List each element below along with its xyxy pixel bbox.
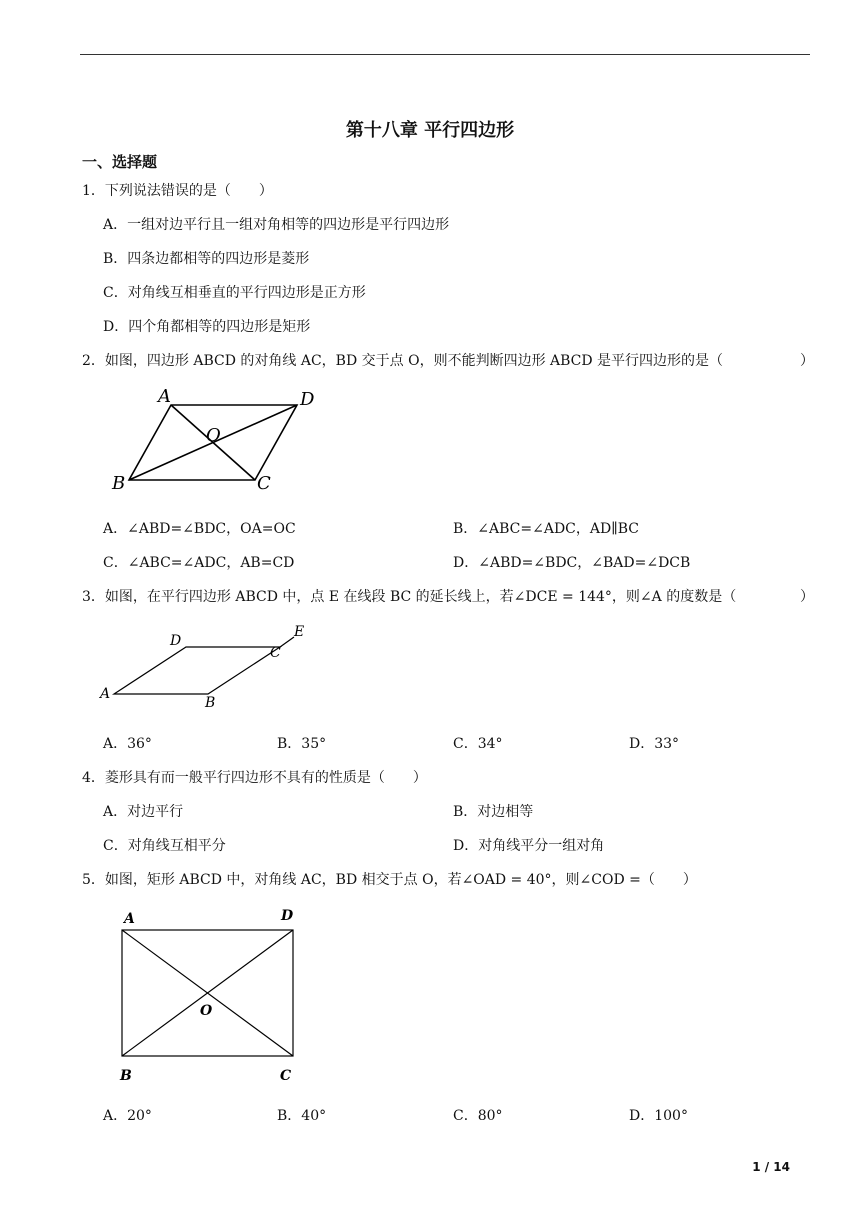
q1-option-c: C．对角线互相垂直的平行四边形是正方形	[103, 285, 366, 301]
q1-option-a: A．一组对边平行且一组对角相等的四边形是平行四边形	[103, 217, 450, 233]
page-number: 1 / 14	[752, 1160, 790, 1174]
q5-label-a: A	[124, 911, 135, 927]
q5-option-a: A．20°	[103, 1108, 152, 1124]
q3-label-d: D	[170, 633, 182, 649]
figure-q2-parallelogram	[100, 385, 340, 499]
q2-option-c: C．∠ABC=∠ADC，AB=CD	[103, 555, 295, 571]
q5-label-o: O	[200, 1003, 213, 1019]
q5-option-d: D．100°	[629, 1108, 688, 1124]
section-heading: 一、选择题	[82, 153, 158, 171]
q5-label-d: D	[281, 908, 294, 924]
figure-q5-rectangle	[110, 902, 310, 1091]
question-2-stem-end: ）	[800, 353, 814, 369]
q2-label-o: O	[206, 425, 221, 446]
q2-label-c: C	[257, 473, 271, 494]
q3-option-c: C．34°	[453, 736, 503, 752]
q5-label-c: C	[280, 1068, 292, 1084]
question-3-stem-end: ）	[800, 589, 814, 605]
q5-option-c: C．80°	[453, 1108, 503, 1124]
q5-option-b: B．40°	[277, 1108, 327, 1124]
q3-option-b: B．35°	[277, 736, 327, 752]
q4-option-a: A．对边平行	[103, 804, 184, 820]
q3-option-a: A．36°	[103, 736, 152, 752]
header-rule	[80, 54, 810, 55]
question-1-stem: 1．下列说法错误的是（ ）	[82, 183, 273, 199]
q2-option-a: A．∠ABD=∠BDC，OA=OC	[103, 521, 296, 537]
figure-q3-parallelogram	[98, 620, 328, 716]
q4-option-b: B．对边相等	[453, 804, 534, 820]
q2-label-a: A	[158, 386, 171, 407]
question-2-stem: 2．如图，四边形 ABCD 的对角线 AC，BD 交于点 O，则不能判断四边形 ABCD 是平行四边形的是（	[82, 353, 724, 369]
q2-label-d: D	[300, 389, 315, 410]
question-5-stem: 5．如图，矩形 ABCD 中，对角线 AC，BD 相交于点 O，若∠OAD = 40°，则∠COD =（ ）	[82, 872, 697, 888]
question-3-stem: 3．如图，在平行四边形 ABCD 中，点 E 在线段 BC 的延长线上，若∠DCE = 144°，则∠A 的度数是（	[82, 589, 737, 605]
q4-option-c: C．对角线互相平分	[103, 838, 226, 854]
q1-option-d: D．四个角都相等的四边形是矩形	[103, 319, 311, 335]
question-4-stem: 4．菱形具有而一般平行四边形不具有的性质是（ ）	[82, 770, 427, 786]
page-title: 第十八章 平行四边形	[345, 120, 515, 141]
q3-label-e: E	[294, 624, 305, 640]
q3-label-a: A	[100, 686, 111, 702]
q3-option-d: D．33°	[629, 736, 680, 752]
q2-option-d: D．∠ABD=∠BDC，∠BAD=∠DCB	[453, 555, 691, 571]
q3-label-b: B	[205, 695, 216, 711]
q1-option-b: B．四条边都相等的四边形是菱形	[103, 251, 310, 267]
q3-label-c: C	[270, 645, 281, 661]
q5-label-b: B	[120, 1068, 132, 1084]
q2-option-b: B．∠ABC=∠ADC，AD∥BC	[453, 521, 639, 537]
q2-label-b: B	[112, 473, 126, 494]
q4-option-d: D．对角线平分一组对角	[453, 838, 605, 854]
